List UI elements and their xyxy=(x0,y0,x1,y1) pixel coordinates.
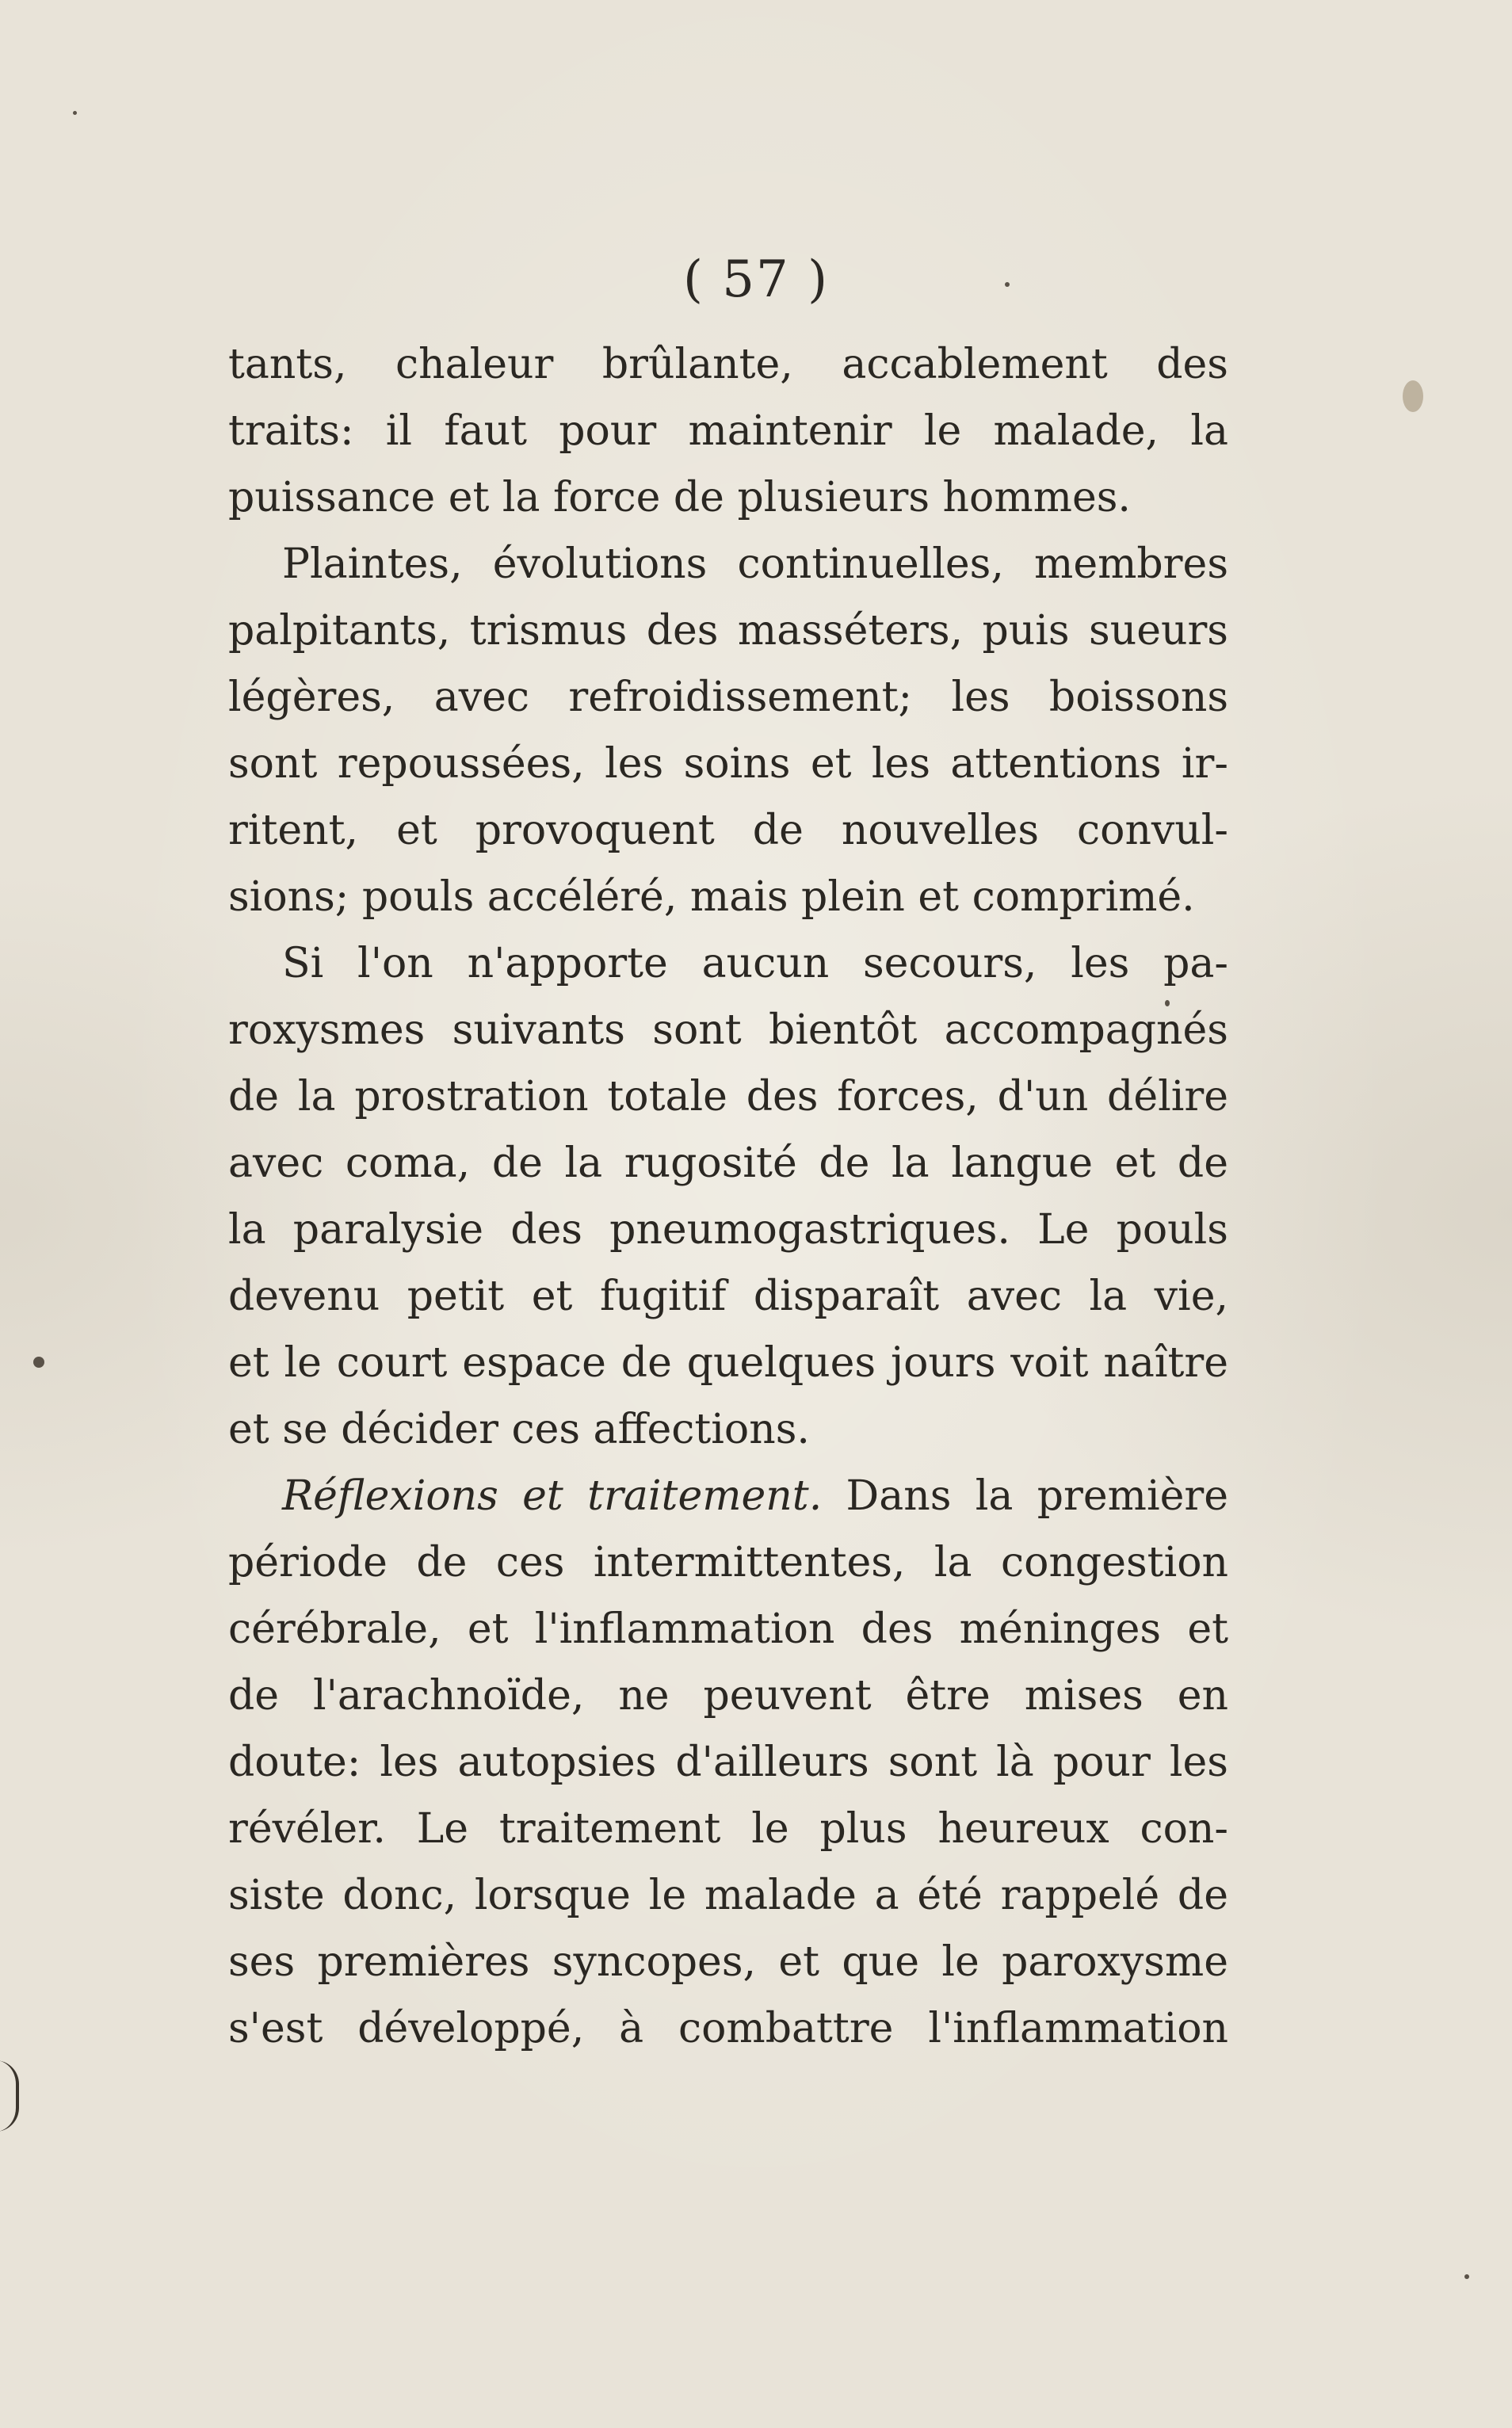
text-segment: Dans la première xyxy=(822,1472,1228,1520)
ink-speck xyxy=(1464,2274,1469,2279)
text-segment: puissance et la force de plusieurs hommes. xyxy=(228,474,1131,521)
text-line xyxy=(228,398,1228,464)
text-segment: traits: il faut pour maintenir le malade, la xyxy=(228,407,1228,455)
text-line xyxy=(228,1796,1228,1862)
text-line xyxy=(228,1263,1228,1330)
ink-speck xyxy=(33,1357,44,1368)
text-segment: tants, chaleur brûlante, accablement des xyxy=(228,341,1228,388)
text-segment: s'est développé, à combattre l'inflammation xyxy=(228,2005,1228,2052)
text-line xyxy=(228,331,1228,398)
text-line xyxy=(228,1063,1228,1130)
text-line xyxy=(228,797,1228,864)
text-segment: cérébrale, et l'inflammation des méninges et xyxy=(228,1605,1228,1653)
text-segment: devenu petit et fugitif disparaît avec la vie, xyxy=(228,1273,1228,1320)
text-line xyxy=(228,1862,1228,1929)
ink-speck xyxy=(1005,282,1010,287)
text-segment: Si l'on n'apporte aucun secours, les pa- xyxy=(282,940,1228,987)
text-segment: sont repoussées, les soins et les attentions ir- xyxy=(228,740,1228,788)
text-segment: période de ces intermittentes, la congestion xyxy=(228,1539,1228,1586)
text-line xyxy=(228,1197,1228,1263)
text-line xyxy=(228,997,1228,1063)
page-edge-mark xyxy=(0,2060,19,2132)
text-line xyxy=(228,1463,1228,1529)
text-segment: révéler. Le traitement le plus heureux con- xyxy=(228,1805,1228,1853)
text-segment: doute: les autopsies d'ailleurs sont là pour les xyxy=(228,1739,1228,1786)
text-line xyxy=(228,664,1228,731)
text-segment: ritent, et provoquent de nouvelles convul- xyxy=(228,807,1228,854)
text-line xyxy=(228,1663,1228,1729)
paper-stain xyxy=(1403,380,1423,412)
body-text xyxy=(228,331,1228,2062)
text-line xyxy=(228,864,1228,930)
text-segment: et se décider ces affections. xyxy=(228,1406,810,1453)
text-line xyxy=(228,1130,1228,1197)
text-segment: avec coma, de la rugosité de la langue et de xyxy=(228,1140,1228,1187)
ink-speck xyxy=(1165,1000,1170,1006)
page-number: ( 57 ) xyxy=(682,250,830,309)
ink-speck xyxy=(73,111,77,115)
text-segment: sions; pouls accéléré, mais plein et comprimé. xyxy=(228,873,1195,921)
text-segment: roxysmes suivants sont bientôt accompagnés xyxy=(228,1006,1228,1054)
text-line xyxy=(228,531,1228,597)
text-line xyxy=(228,1529,1228,1596)
text-line xyxy=(228,1596,1228,1663)
text-line xyxy=(228,1729,1228,1796)
text-line xyxy=(228,464,1228,531)
text-segment: siste donc, lorsque le malade a été rappelé de xyxy=(228,1872,1228,1919)
text-segment: légères, avec refroidissement; les boissons xyxy=(228,674,1228,721)
text-line xyxy=(228,1995,1228,2062)
text-line xyxy=(228,731,1228,797)
text-line xyxy=(228,1396,1228,1463)
text-line xyxy=(228,1330,1228,1396)
text-segment: palpitants, trismus des masséters, puis sueurs xyxy=(228,607,1228,655)
text-segment: et le court espace de quelques jours voit naître xyxy=(228,1339,1228,1387)
italic-heading: Réflexions et traitement. xyxy=(282,1472,823,1520)
text-segment: de la prostration totale des forces, d'un délire xyxy=(228,1073,1228,1120)
text-segment: ses premières syncopes, et que le paroxysme xyxy=(228,1938,1228,1986)
text-line xyxy=(228,1929,1228,1995)
text-line xyxy=(228,930,1228,997)
text-line xyxy=(228,597,1228,664)
text-segment: la paralysie des pneumogastriques. Le pouls xyxy=(228,1206,1228,1254)
text-segment: Plaintes, évolutions continuelles, membres xyxy=(282,540,1228,588)
text-segment: de l'arachnoïde, ne peuvent être mises en xyxy=(228,1672,1228,1720)
